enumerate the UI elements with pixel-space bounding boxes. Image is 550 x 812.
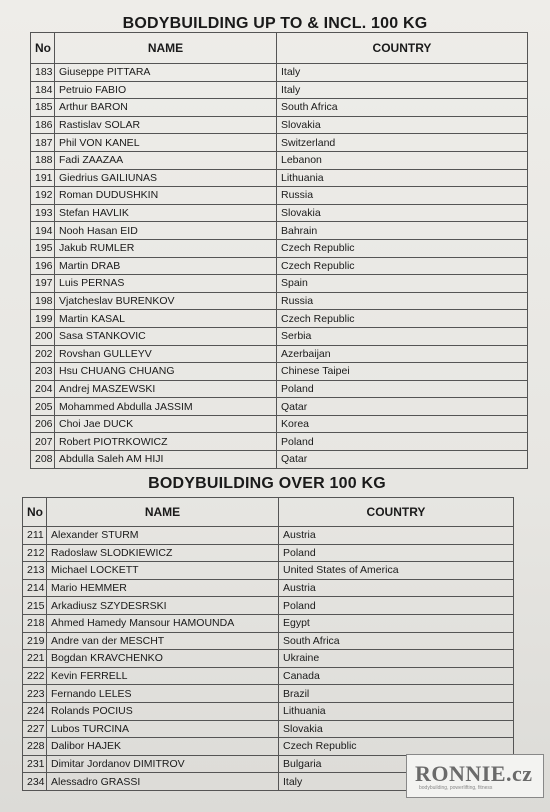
cell-name: Phil VON KANEL: [55, 134, 277, 152]
cell-no: 198: [31, 292, 55, 310]
cell-name: Roman DUDUSHKIN: [55, 187, 277, 205]
cell-name: Rastislav SOLAR: [55, 116, 277, 134]
cell-no: 193: [31, 204, 55, 222]
cell-no: 195: [31, 239, 55, 257]
cell-no: 183: [31, 64, 55, 82]
cell-name: Giedrius GAILIUNAS: [55, 169, 277, 187]
table-row: [23, 562, 514, 580]
table-row: [31, 134, 528, 152]
cell-country: Czech Republic: [279, 738, 514, 756]
section1-title: BODYBUILDING UP TO & INCL. 100 KG: [122, 15, 428, 32]
cell-no: 186: [31, 116, 55, 134]
table-row: [31, 415, 528, 433]
cell-name: Arkadiusz SZYDESRSKI: [47, 597, 279, 615]
cell-country: Ukraine: [279, 650, 514, 668]
column-header-no: No: [23, 498, 47, 527]
cell-name: Martin KASAL: [55, 310, 277, 328]
cell-name: Nooh Hasan EID: [55, 222, 277, 240]
cell-no: 199: [31, 310, 55, 328]
cell-country: Bahrain: [277, 222, 528, 240]
cell-no: 188: [31, 151, 55, 169]
cell-name: Robert PIOTRKOWICZ: [55, 433, 277, 451]
table-row: [31, 363, 528, 381]
cell-country: Czech Republic: [277, 310, 528, 328]
table-row: [31, 327, 528, 345]
table-row: [23, 544, 514, 562]
table-row: [31, 433, 528, 451]
cell-country: Italy: [279, 773, 514, 791]
cell-no: 207: [31, 433, 55, 451]
cell-name: Ahmed Hamedy Mansour HAMOUNDA: [47, 614, 279, 632]
cell-name: Kevin FERRELL: [47, 667, 279, 685]
cell-country: Austria: [279, 579, 514, 597]
cell-name: Rovshan GULLEYV: [55, 345, 277, 363]
cell-no: 215: [23, 597, 47, 615]
table-row: [23, 650, 514, 668]
cell-no: 192: [31, 187, 55, 205]
cell-no: 213: [23, 562, 47, 580]
cell-country: Slovakia: [279, 720, 514, 738]
cell-country: Brazil: [279, 685, 514, 703]
cell-no: 200: [31, 327, 55, 345]
table-row: [23, 720, 514, 738]
table-row: [23, 614, 514, 632]
table-row: [23, 632, 514, 650]
cell-country: Austria: [279, 527, 514, 545]
table-row: [23, 702, 514, 720]
table-row: [31, 169, 528, 187]
cell-no: 222: [23, 667, 47, 685]
table-row: [31, 187, 528, 205]
cell-name: Michael LOCKETT: [47, 562, 279, 580]
cell-no: 203: [31, 363, 55, 381]
table-row: [31, 275, 528, 293]
cell-name: Alexander STURM: [47, 527, 279, 545]
section2-title: BODYBUILDING OVER 100 KG: [148, 475, 386, 492]
cell-no: 197: [31, 275, 55, 293]
table-row: [31, 64, 528, 82]
cell-name: Lubos TURCINA: [47, 720, 279, 738]
cell-name: Mohammed Abdulla JASSIM: [55, 398, 277, 416]
cell-name: Martin DRAB: [55, 257, 277, 275]
column-header-name: NAME: [55, 33, 277, 64]
cell-name: Vjatcheslav BURENKOV: [55, 292, 277, 310]
table-row: [31, 81, 528, 99]
table-row: [31, 204, 528, 222]
cell-country: Poland: [277, 380, 528, 398]
cell-no: 221: [23, 650, 47, 668]
watermark-subtitle: bodybuilding, powerlifting, fitness: [419, 785, 493, 791]
table-row: [23, 667, 514, 685]
cell-name: Rolands POCIUS: [47, 702, 279, 720]
cell-name: Andrej MASZEWSKI: [55, 380, 277, 398]
table-row: [31, 222, 528, 240]
cell-name: Fadi ZAAZAA: [55, 151, 277, 169]
cell-country: Qatar: [277, 451, 528, 469]
cell-name: Abdulla Saleh AM HIJI: [55, 451, 277, 469]
cell-name: Alessadro GRASSI: [47, 773, 279, 791]
cell-country: Korea: [277, 415, 528, 433]
cell-name: Giuseppe PITTARA: [55, 64, 277, 82]
cell-country: South Africa: [279, 632, 514, 650]
cell-country: Poland: [279, 597, 514, 615]
cell-country: Switzerland: [277, 134, 528, 152]
table-row: [23, 527, 514, 545]
cell-country: Egypt: [279, 614, 514, 632]
cell-no: 196: [31, 257, 55, 275]
cell-no: 194: [31, 222, 55, 240]
cell-no: 185: [31, 99, 55, 117]
cell-name: Sasa STANKOVIC: [55, 327, 277, 345]
cell-name: Stefan HAVLIK: [55, 204, 277, 222]
table-row: [31, 345, 528, 363]
cell-no: 208: [31, 451, 55, 469]
table-row: [31, 380, 528, 398]
cell-country: Lithuania: [279, 702, 514, 720]
table-row: [31, 257, 528, 275]
cell-name: Hsu CHUANG CHUANG: [55, 363, 277, 381]
cell-no: 191: [31, 169, 55, 187]
cell-name: Luis PERNAS: [55, 275, 277, 293]
section1-table: [30, 32, 528, 469]
watermark-brand: RONNIE.cz: [415, 761, 533, 786]
ronnie-watermark-logo: [406, 754, 544, 798]
section2-table: [22, 497, 514, 791]
cell-country: Azerbaijan: [277, 345, 528, 363]
cell-no: 206: [31, 415, 55, 433]
cell-name: Radoslaw SLODKIEWICZ: [47, 544, 279, 562]
table-row: [31, 239, 528, 257]
cell-no: 214: [23, 579, 47, 597]
cell-no: 234: [23, 773, 47, 791]
cell-no: 218: [23, 614, 47, 632]
table-row: [31, 116, 528, 134]
cell-no: 184: [31, 81, 55, 99]
cell-country: Czech Republic: [277, 257, 528, 275]
cell-no: 231: [23, 755, 47, 773]
cell-no: 202: [31, 345, 55, 363]
cell-country: Spain: [277, 275, 528, 293]
cell-name: Choi Jae DUCK: [55, 415, 277, 433]
cell-country: Qatar: [277, 398, 528, 416]
cell-country: Canada: [279, 667, 514, 685]
cell-no: 205: [31, 398, 55, 416]
table-row: [23, 738, 514, 756]
cell-name: Mario HEMMER: [47, 579, 279, 597]
cell-country: Russia: [277, 292, 528, 310]
column-header-name: NAME: [47, 498, 279, 527]
cell-name: Jakub RUMLER: [55, 239, 277, 257]
table-row: [31, 151, 528, 169]
table-row: [23, 597, 514, 615]
cell-no: 228: [23, 738, 47, 756]
cell-no: 211: [23, 527, 47, 545]
cell-country: Bulgaria: [279, 755, 514, 773]
table-row: [31, 292, 528, 310]
cell-country: South Africa: [277, 99, 528, 117]
cell-name: Andre van der MESCHT: [47, 632, 279, 650]
cell-no: 187: [31, 134, 55, 152]
cell-no: 223: [23, 685, 47, 703]
cell-country: United States of America: [279, 562, 514, 580]
column-header-country: COUNTRY: [279, 498, 514, 527]
cell-name: Fernando LELES: [47, 685, 279, 703]
cell-country: Poland: [277, 433, 528, 451]
column-header-country: COUNTRY: [277, 33, 528, 64]
table-row: [31, 451, 528, 469]
table-row: [31, 310, 528, 328]
cell-no: 204: [31, 380, 55, 398]
table-row: [23, 579, 514, 597]
table-row: [31, 398, 528, 416]
cell-country: Slovakia: [277, 204, 528, 222]
cell-country: Russia: [277, 187, 528, 205]
column-header-no: No: [31, 33, 55, 64]
cell-country: Poland: [279, 544, 514, 562]
cell-country: Slovakia: [277, 116, 528, 134]
cell-country: Czech Republic: [277, 239, 528, 257]
cell-no: 227: [23, 720, 47, 738]
cell-name: Arthur BARON: [55, 99, 277, 117]
cell-no: 224: [23, 702, 47, 720]
cell-no: 212: [23, 544, 47, 562]
cell-country: Serbia: [277, 327, 528, 345]
cell-country: Lithuania: [277, 169, 528, 187]
cell-name: Petruio FABIO: [55, 81, 277, 99]
cell-name: Dimitar Jordanov DIMITROV: [47, 755, 279, 773]
cell-country: Italy: [277, 64, 528, 82]
cell-name: Dalibor HAJEK: [47, 738, 279, 756]
cell-no: 219: [23, 632, 47, 650]
table-row: [23, 685, 514, 703]
cell-name: Bogdan KRAVCHENKO: [47, 650, 279, 668]
table-row: [31, 99, 528, 117]
cell-country: Italy: [277, 81, 528, 99]
cell-country: Chinese Taipei: [277, 363, 528, 381]
cell-country: Lebanon: [277, 151, 528, 169]
